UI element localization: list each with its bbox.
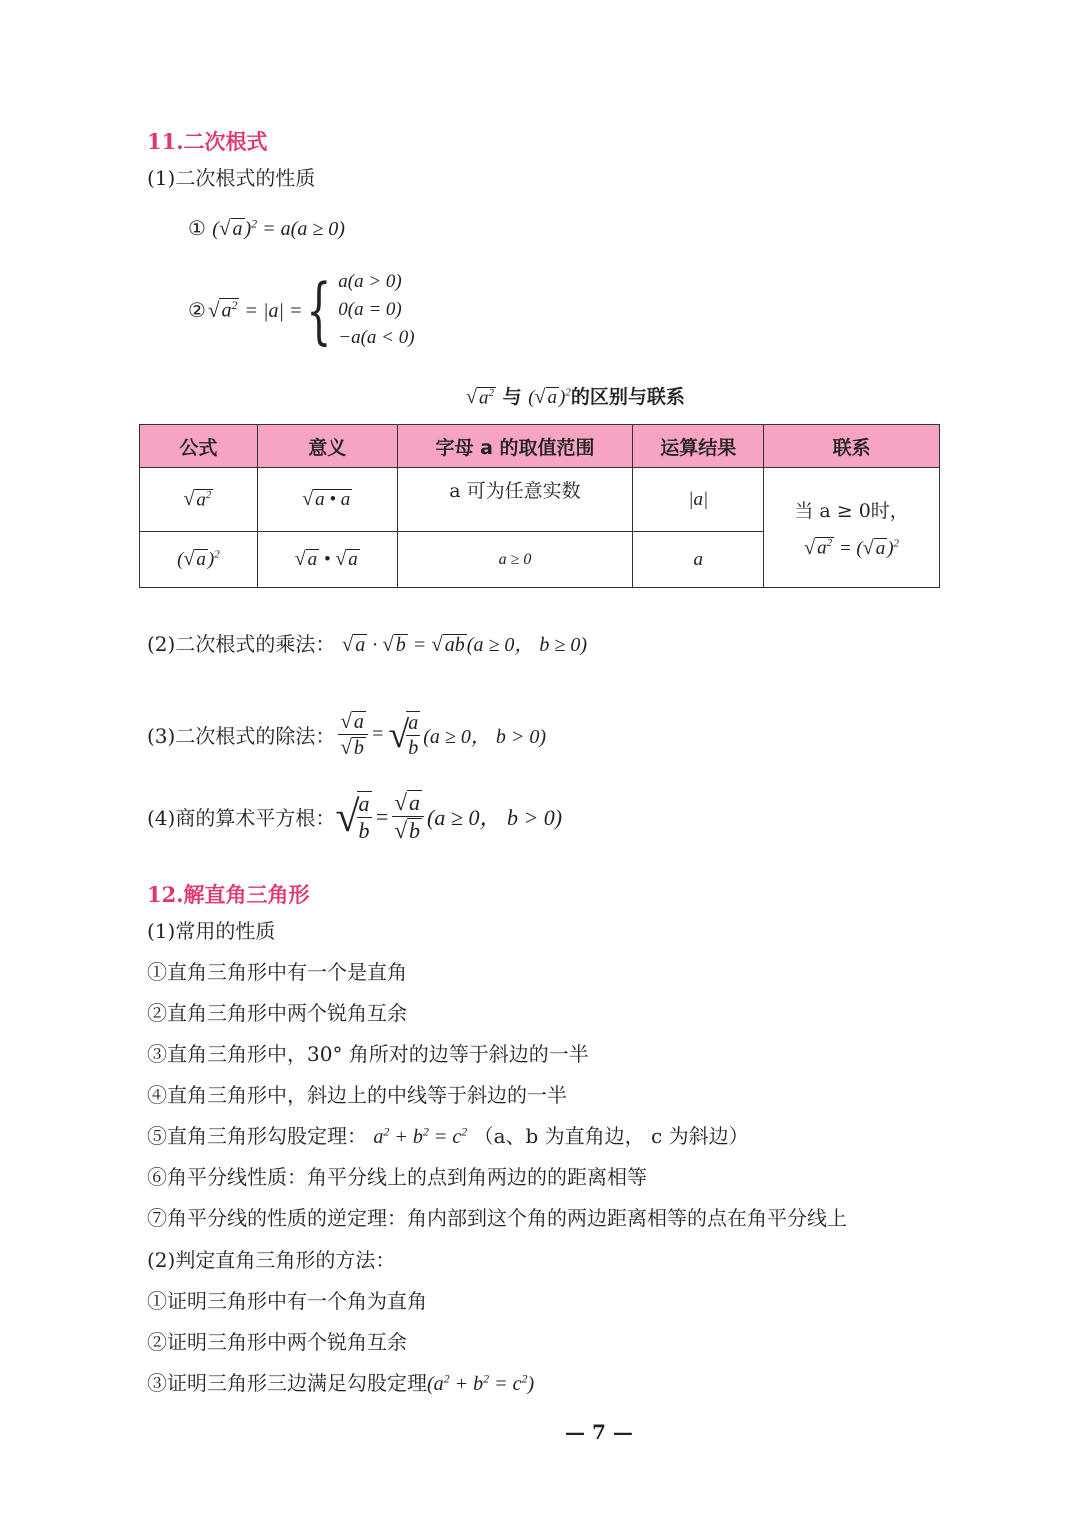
list-item: ①直角三角形中有一个是直角 xyxy=(147,960,407,984)
right-triangle-methods-heading: (2)判定直角三角形的方法： xyxy=(147,1248,396,1272)
list-item: ⑦角平分线的性质的逆定理：角内部到这个角的两边距离相等的点在角平分线上 xyxy=(147,1206,847,1230)
pythagorean-note: （a、b 为直角边， c 为斜边） xyxy=(473,1124,749,1148)
multiplication-label: (2)二次根式的乘法： xyxy=(147,632,336,656)
relation-condition: 当 a ≥ 0时， xyxy=(794,499,909,522)
cell-range-2: a ≥ 0 xyxy=(397,532,633,588)
quotient-root-rule: (4)商的算术平方根： √ $\frac{a}{b}$ = $\frac{√a}{√b}$ (a ≥ 0， b > 0) xyxy=(147,789,563,844)
division-rule: (3)二次根式的除法： $\frac{√ a}{√ b}$ = √ $\frac{a}{b}$ (a ≥ 0， b > 0) xyxy=(147,709,547,760)
table-caption: √ $a^2$ 与 (√ a )$^2$的区别与联系 xyxy=(466,386,685,408)
property-2-formula: ② √ $a^2 = |a|$ = { a(a > 0) 0(a = 0) −a(a < 0) xyxy=(188,268,415,352)
cell-result-1: |a| xyxy=(633,468,764,532)
cell-relation xyxy=(764,468,940,588)
list-item: ③证明三角形三边满足勾股定理$(a^2 + b^2 = c^2)$ xyxy=(147,1371,535,1395)
cell-formula-sqrt-a-all-squared: (√ a )$^2$ xyxy=(140,532,258,588)
header-relation: 联系 xyxy=(764,425,940,468)
header-range: 字母 a 的取值范围 xyxy=(397,425,633,468)
list-item: ④直角三角形中，斜边上的中线等于斜边的一半 xyxy=(147,1083,567,1107)
multiplication-condition: (a ≥ 0， b ≥ 0) xyxy=(466,634,588,656)
page-number: — 7 — xyxy=(565,1420,633,1444)
subsection-properties-heading: (1)二次根式的性质 xyxy=(147,166,316,190)
cell-meaning-2: √ a • √ a xyxy=(257,532,397,588)
division-label: (3)二次根式的除法： xyxy=(147,724,336,749)
header-meaning: 意义 xyxy=(257,425,397,468)
cell-formula-sqrt-a-squared: √ $a^2$ xyxy=(140,468,258,532)
case-zero: 0(a = 0) xyxy=(338,299,402,320)
case-positive: a(a > 0) xyxy=(338,271,402,292)
pythagorean-label: ⑤直角三角形勾股定理： xyxy=(147,1124,367,1148)
header-formula: 公式 xyxy=(140,425,258,468)
piecewise-cases xyxy=(338,268,414,352)
cell-result-2: a xyxy=(633,532,764,588)
list-item: ②证明三角形中两个锐角互余 xyxy=(147,1330,407,1354)
quotient-root-condition: (a ≥ 0， b > 0) xyxy=(427,805,563,831)
cell-range-1: a 可为任意实数 xyxy=(397,468,633,532)
list-item: ①证明三角形中有一个角为直角 xyxy=(147,1289,427,1313)
section-11-title: 11.二次根式 xyxy=(147,129,268,154)
relation-formula: √ $a^2$ = (√ a )$^2$ xyxy=(804,536,900,559)
circled-number-1: ① xyxy=(188,216,206,240)
list-item: ②直角三角形中两个锐角互余 xyxy=(147,1001,407,1025)
list-item: ⑥角平分线性质：角平分线上的点到角两边的的距离相等 xyxy=(147,1165,647,1189)
common-properties-heading: (1)常用的性质 xyxy=(147,919,276,943)
circled-number-2: ② xyxy=(188,298,206,322)
quotient-root-label: (4)商的算术平方根： xyxy=(147,806,336,831)
table-header-row xyxy=(140,425,940,468)
left-brace: { xyxy=(306,268,332,352)
pythagorean-formula: $a^2 + b^2 = c^2$ xyxy=(373,1124,468,1148)
comparison-table xyxy=(139,424,940,588)
list-item xyxy=(147,1120,749,1149)
division-condition: (a ≥ 0， b > 0) xyxy=(423,726,547,749)
header-result: 运算结果 xyxy=(633,425,764,468)
property-1-formula: ① (√ a )$^2$ = a(a ≥ 0) xyxy=(188,216,345,240)
multiplication-rule: (2)二次根式的乘法： √ a · √ b = √ ab (a ≥ 0， b ≥ 0) xyxy=(147,632,588,656)
case-negative: −a(a < 0) xyxy=(338,327,415,348)
table-row xyxy=(140,468,940,532)
method-3-label: ③证明三角形三边满足勾股定理 xyxy=(147,1371,427,1395)
list-item: ③直角三角形中，30° 角所对的边等于斜边的一半 xyxy=(147,1042,589,1066)
section-12-title: 12.解直角三角形 xyxy=(147,882,310,907)
cell-meaning-1: √ a • a xyxy=(257,468,397,532)
